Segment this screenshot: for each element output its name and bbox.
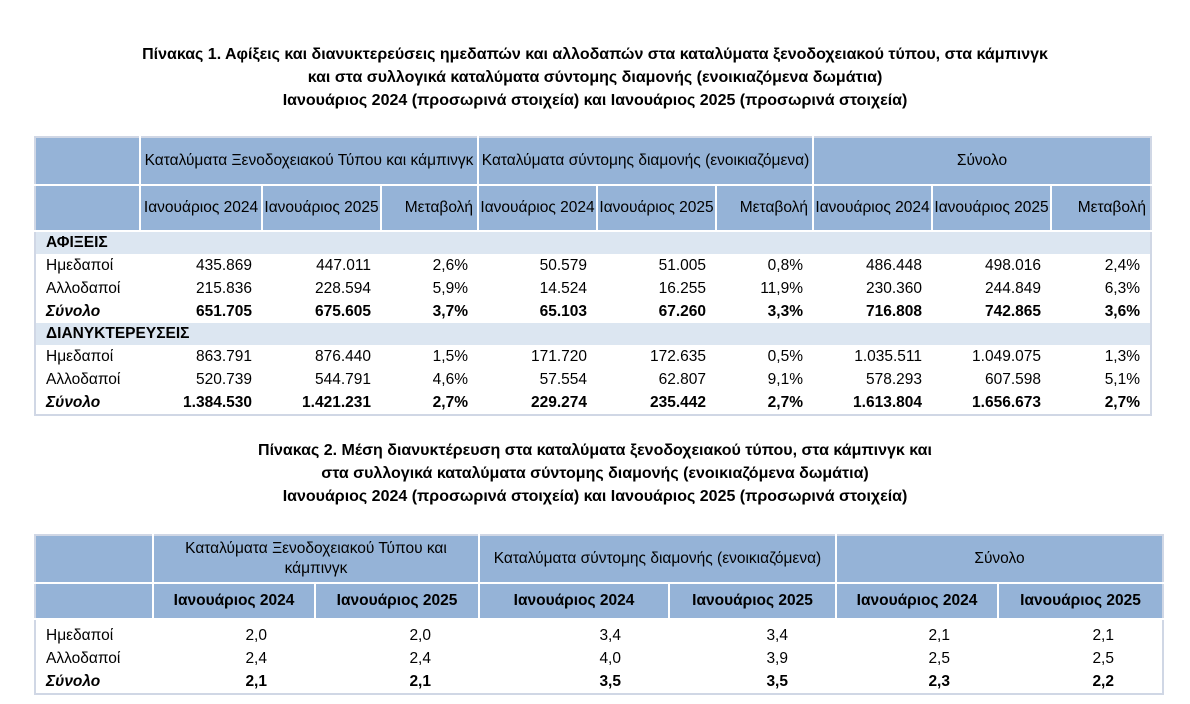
sub-header-jan-2025: Ιανουάριος 2025 (932, 185, 1051, 231)
table1-title-line: Ιανουάριος 2024 (προσωρινά στοιχεία) και Ιανουάριος 2025 (προσωρινά στοιχεία) (282, 92, 908, 109)
table-cell: 67.260 (658, 302, 707, 320)
table-cell: 498.016 (984, 256, 1042, 274)
table-cell: 57.554 (539, 370, 588, 388)
table1-title (0, 43, 1190, 112)
table-cell: 3,7% (432, 302, 469, 320)
table-cell: 1.613.804 (853, 393, 923, 411)
row-label: Σύνολο (46, 672, 101, 690)
sub-header-jan-2024: Ιανουάριος 2024 (478, 185, 597, 231)
table-row (35, 647, 1163, 670)
header-corner (35, 535, 153, 583)
row-label: Ημεδαποί (46, 256, 114, 274)
row-label: Ημεδαποί (46, 626, 114, 644)
table-cell: 2,7% (1104, 393, 1141, 411)
table-cell: 0,5% (767, 347, 804, 365)
table-cell: 876.440 (314, 347, 371, 365)
table-cell: 2,6% (432, 256, 469, 274)
table-row (35, 345, 1151, 368)
sub-header-jan-2024: Ιανουάριος 2024 (479, 583, 669, 619)
sub-header-jan-2024: Ιανουάριος 2024 (813, 185, 932, 231)
table-cell: 3,3% (767, 302, 804, 320)
table-cell: 2,5 (928, 649, 950, 667)
table-cell: 3,4 (766, 626, 788, 644)
table-cell: 6,3% (1104, 279, 1141, 297)
table-cell: 215.836 (195, 279, 252, 297)
table-cell: 5,9% (432, 279, 469, 297)
table-cell: 544.791 (314, 370, 371, 388)
table-cell: 172.635 (649, 347, 707, 365)
table-cell: 2,4% (1104, 256, 1141, 274)
group-header-total: Σύνολο (813, 137, 1151, 185)
table-cell: 3,5 (599, 672, 621, 690)
table-cell: 229.274 (530, 393, 588, 411)
table-cell: 607.598 (984, 370, 1042, 388)
table-cell: 3,5 (766, 672, 788, 690)
sub-header-change: Μεταβολή (381, 185, 478, 231)
section-label: ΔΙΑΝΥΚΤΕΡΕΥΣΕΙΣ (35, 323, 1151, 345)
sub-header-jan-2025: Ιανουάριος 2025 (669, 583, 836, 619)
table2-title (0, 439, 1190, 508)
table-cell: 3,9 (766, 649, 788, 667)
table-cell: 1.049.075 (972, 347, 1042, 365)
group-header-short-stay: Καταλύματα σύντομης διαμονής (ενοικιαζόμενα) (478, 137, 813, 185)
table-cell: 2,1 (1092, 626, 1114, 644)
table-cell: 2,1 (409, 672, 431, 690)
table-cell: 578.293 (865, 370, 923, 388)
table-cell: 1.421.231 (302, 393, 371, 411)
section-row-overnight-stays (35, 323, 1151, 345)
table-row (35, 254, 1151, 277)
sub-header-jan-2025: Ιανουάριος 2025 (262, 185, 381, 231)
table-cell: 2,1 (245, 672, 267, 690)
sub-header-jan-2025: Ιανουάριος 2025 (998, 583, 1163, 619)
table-cell: 0,8% (767, 256, 804, 274)
table-cell: 50.579 (539, 256, 588, 274)
group-header-short-stay: Καταλύματα σύντομης διαμονής (ενοικιαζόμενα) (479, 535, 836, 583)
sub-header-change: Μεταβολή (716, 185, 813, 231)
table2-title-line: Ιανουάριος 2024 (προσωρινά στοιχεία) και Ιανουάριος 2025 (προσωρινά στοιχεία) (282, 488, 908, 505)
table-row (35, 277, 1151, 300)
row-label: Σύνολο (46, 393, 101, 411)
table1 (34, 136, 1152, 416)
table-cell: 3,4 (599, 626, 621, 644)
table-cell: 651.705 (195, 302, 252, 320)
table2-title-line: Πίνακας 2. Μέση διανυκτέρευση στα καταλύματα ξενοδοχειακού τύπου, στα κάμπινγκ και (258, 442, 932, 459)
table-cell: 65.103 (539, 302, 588, 320)
table-row (35, 368, 1151, 391)
table-row (35, 619, 1163, 647)
table-cell: 1.384.530 (183, 393, 252, 411)
sub-header-jan-2024: Ιανουάριος 2024 (140, 185, 262, 231)
total-row (35, 391, 1151, 415)
table-cell: 1,5% (432, 347, 469, 365)
table-cell: 742.865 (984, 302, 1042, 320)
table-cell: 2,3 (928, 672, 950, 690)
total-row (35, 670, 1163, 694)
table-cell: 2,2 (1092, 672, 1114, 690)
table-cell: 171.720 (530, 347, 588, 365)
table1-title-line: και στα συλλογικά καταλύματα σύντομης διαμονής (ενοικιαζόμενα δωμάτια) (307, 69, 883, 86)
table-cell: 2,7% (767, 393, 804, 411)
sub-header-jan-2024: Ιανουάριος 2024 (153, 583, 315, 619)
table-cell: 230.360 (865, 279, 923, 297)
table-cell: 2,4 (245, 649, 267, 667)
table-cell: 5,1% (1104, 370, 1141, 388)
total-row (35, 300, 1151, 323)
table-cell: 2,5 (1092, 649, 1114, 667)
row-label: Αλλοδαποί (46, 370, 121, 388)
sub-header-jan-2024: Ιανουάριος 2024 (836, 583, 998, 619)
sub-header-jan-2025: Ιανουάριος 2025 (315, 583, 479, 619)
table-cell: 4,6% (432, 370, 469, 388)
row-label: Σύνολο (46, 302, 101, 320)
table-cell: 1,3% (1104, 347, 1141, 365)
row-label: Αλλοδαποί (46, 649, 121, 667)
table-cell: 435.869 (195, 256, 252, 274)
group-header-hotels: Καταλύματα Ξενοδοχειακού Τύπου και κάμπινγκ (153, 535, 479, 583)
table-cell: 675.605 (314, 302, 371, 320)
table-cell: 1.035.511 (854, 347, 923, 365)
row-label: Αλλοδαποί (46, 279, 121, 297)
table-cell: 235.442 (649, 393, 707, 411)
table-cell: 2,7% (432, 393, 469, 411)
table-cell: 486.448 (865, 256, 923, 274)
table-cell: 2,1 (928, 626, 950, 644)
table-cell: 716.808 (865, 302, 923, 320)
header-corner (35, 583, 153, 619)
table-cell: 62.807 (658, 370, 707, 388)
sub-header-jan-2025: Ιανουάριος 2025 (597, 185, 716, 231)
section-row-arrivals (35, 231, 1151, 254)
table-cell: 447.011 (316, 256, 371, 274)
table-cell: 2,0 (409, 626, 431, 644)
table1-title-line: Πίνακας 1. Αφίξεις και διανυκτερεύσεις ημεδαπών και αλλοδαπών στα καταλύματα ξενοδοχειακού τύπου, στα κάμπινγκ (142, 46, 1048, 63)
table-cell: 2,4 (409, 649, 431, 667)
group-header-hotels: Καταλύματα Ξενοδοχειακού Τύπου και κάμπινγκ (140, 137, 478, 185)
table-cell: 3,6% (1104, 302, 1141, 320)
header-corner (35, 185, 140, 231)
sub-header-change: Μεταβολή (1051, 185, 1151, 231)
section-label: ΑΦΙΞΕΙΣ (35, 231, 1151, 254)
table-cell: 1.656.673 (972, 393, 1042, 411)
table-cell: 228.594 (314, 279, 371, 297)
table-cell: 863.791 (195, 347, 252, 365)
table2-title-line: στα συλλογικά καταλύματα σύντομης διαμονής (ενοικιαζόμενα δωμάτια) (321, 465, 869, 482)
table-cell: 14.524 (539, 279, 588, 297)
table-cell: 520.739 (195, 370, 252, 388)
table-cell: 11,9% (760, 279, 804, 297)
table-cell: 9,1% (767, 370, 804, 388)
table-cell: 2,0 (245, 626, 267, 644)
table-cell: 244.849 (984, 279, 1042, 297)
row-label: Ημεδαποί (46, 347, 114, 365)
table2 (34, 534, 1164, 695)
table-cell: 4,0 (599, 649, 621, 667)
table-cell: 51.005 (658, 256, 707, 274)
header-corner (35, 137, 140, 185)
group-header-total: Σύνολο (836, 535, 1163, 583)
table-cell: 16.255 (658, 279, 707, 297)
